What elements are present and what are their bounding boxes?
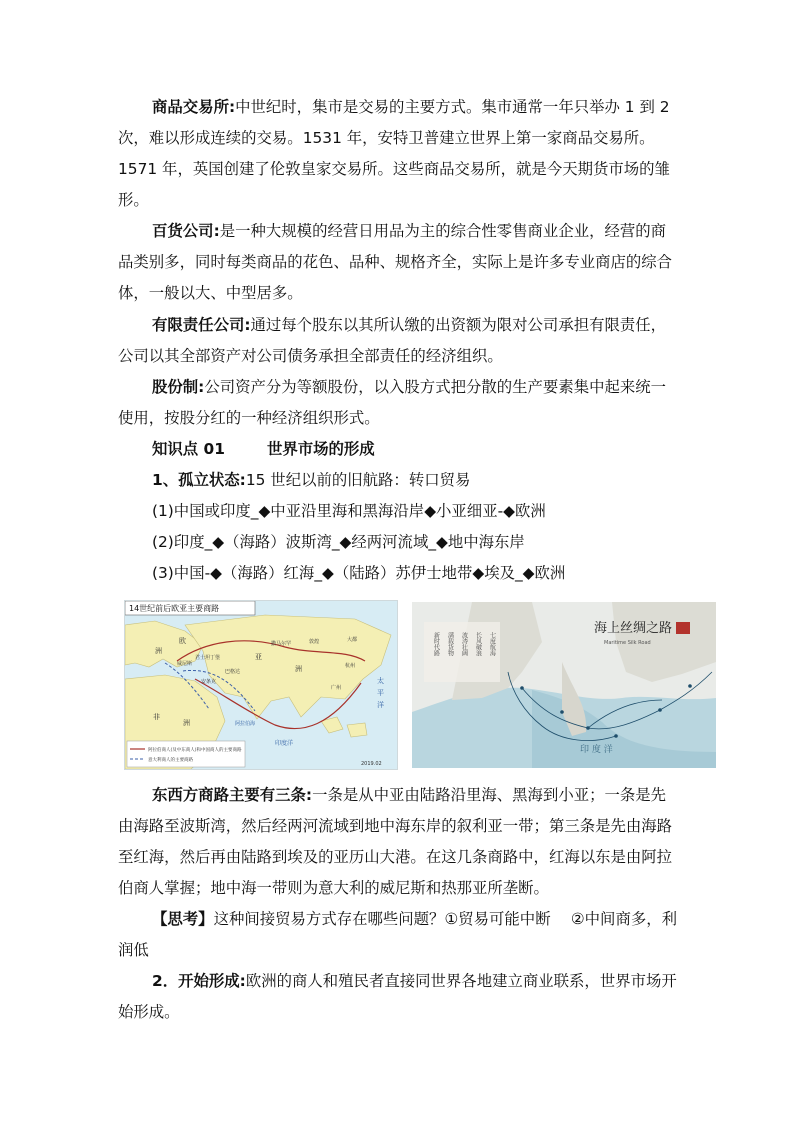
trade-routes-map (124, 600, 398, 770)
poem-column: 新时代路 (432, 632, 440, 656)
section-isolated-state (152, 465, 470, 496)
paragraph-department-store (118, 216, 678, 309)
paragraph-start-forming (118, 966, 678, 1028)
map-label: 洲 (295, 665, 302, 673)
paragraph-text: 中世纪时，集市是交易的主要方式。集市通常一年只举办 1 到 2 次，难以形成连续的交易。1531 年，安特卫普建立世界上第一家商品交易所。1571 年，英国创建了伦敦皇家交易所。这些商品交易所，就是今天期货市场的雏形。 (118, 98, 670, 209)
trade-routes-map-graphic (125, 601, 397, 769)
map-label: 非 (153, 713, 160, 721)
paragraph-think (118, 904, 678, 966)
term-limited-company: 有限责任公司: (152, 316, 251, 334)
map-label: 洲 (155, 647, 162, 655)
map-label: 安条克 (201, 679, 217, 685)
term-shareholding: 股份制: (152, 378, 205, 396)
route-item-1: (1)中国或印度_◆中亚沿里海和黑海沿岸◆小亚细亚-◆欧洲 (152, 502, 546, 520)
map-legend-item: 意大利商人的主要商路 (148, 758, 193, 763)
map-label: 君士坦丁堡 (195, 655, 221, 661)
section-heading: 2．开始形成: (152, 972, 246, 990)
map-legend-item: 阿拉伯商人(及中东商人)和中国商人的主要商路 (148, 748, 242, 753)
map-title: 14世纪前后欧亚主要商路 (129, 604, 220, 613)
map-label: 洋 (377, 701, 384, 709)
term-trade-routes: 东西方商路主要有三条: (152, 786, 313, 804)
map-label: 亚 (255, 653, 262, 661)
poem-column: 波涛壮阔 (460, 632, 468, 656)
map-label: 太 (377, 677, 384, 685)
map2-subtitle: Maritime Silk Road (604, 640, 651, 646)
poem-column: 长风破浪 (474, 632, 482, 656)
paragraph-text: 这种间接贸易方式存在哪些问题？①贸易可能中断 ②中间商多，利润低 (118, 910, 678, 959)
map-label: 巴格达 (225, 669, 241, 675)
route-item-3: (3)中国-◆（海路）红海_◆（陆路）苏伊士地带◆埃及_◆欧洲 (152, 564, 566, 582)
paragraph-text: 欧洲的商人和殖民者直接同世界各地建立商业联系，世界市场开始形成。 (118, 972, 677, 1021)
paragraph-trade-routes (118, 780, 678, 904)
map2-ocean-label: 印 度 洋 (580, 745, 613, 755)
paragraph-shareholding (118, 372, 678, 434)
knowledge-point-title: 世界市场的形成 (266, 440, 375, 458)
route-item-2: (2)印度_◆（海路）波斯湾_◆经两河流域_◆地中海东岸 (152, 533, 525, 551)
knowledge-point-label: 知识点 01 (152, 440, 225, 458)
term-commodity-exchange: 商品交易所: (152, 98, 236, 116)
paragraph-limited-company (118, 310, 678, 372)
maritime-silk-road-graphic (412, 602, 716, 768)
maritime-silk-road-map (412, 602, 716, 768)
map-label: 平 (377, 689, 384, 697)
poem-column: 满载货物 (446, 632, 454, 656)
knowledge-point-heading (152, 434, 375, 465)
section-heading: 1、孤立状态: (152, 471, 246, 489)
paragraph-text: 是一种大规模的经营日用品为主的综合性零售商业企业，经营的商品类别多，同时每类商品的花色、品种、规格齐全，实际上是许多专业商店的综合体，一般以大、中型居多。 (118, 222, 673, 302)
map-label: 印度洋 (275, 740, 294, 747)
map-label: 广州 (331, 685, 342, 691)
map-label: 阿拉伯海 (235, 721, 256, 727)
term-department-store: 百货公司: (152, 222, 220, 240)
map-label: 大都 (347, 637, 358, 643)
section-text: 15 世纪以前的旧航路：转口贸易 (245, 471, 471, 489)
map-label: 撒马尔罕 (271, 641, 292, 647)
map-label: 洲 (183, 719, 190, 727)
poem-column: 七度航海 (488, 632, 496, 656)
map-label: 敦煌 (309, 639, 320, 645)
map-label: 杭州 (345, 663, 356, 669)
map-label: 威尼斯 (177, 661, 193, 667)
map2-title: 海上丝绸之路 (594, 621, 673, 636)
map-note: 2019.02 (361, 761, 382, 767)
paragraph-text: 通过每个股东以其所认缴的出资额为限对公司承担有限责任，公司以其全部资产对公司债务承担全部责任的经济组织。 (118, 316, 667, 365)
paragraph-text: 一条是从中亚由陆路沿里海、黑海到小亚；一条是先由海路至波斯湾，然后经两河流域到地中海东岸的叙利亚一带；第三条是先由海路至红海，然后再由陆路到埃及的亚历山大港。在这几条商路中，红海以东是由阿拉伯商人掌握；地中海一带则为意大利的威尼斯和热那亚所垄断。 (118, 786, 673, 897)
map-label: 欧 (179, 637, 186, 645)
think-heading: 【思考】 (152, 910, 214, 928)
paragraph-text: 公司资产分为等额股份，以入股方式把分散的生产要素集中起来统一使用，按股分红的一种经济组织形式。 (118, 378, 667, 427)
paragraph-commodity-exchange (118, 92, 678, 216)
